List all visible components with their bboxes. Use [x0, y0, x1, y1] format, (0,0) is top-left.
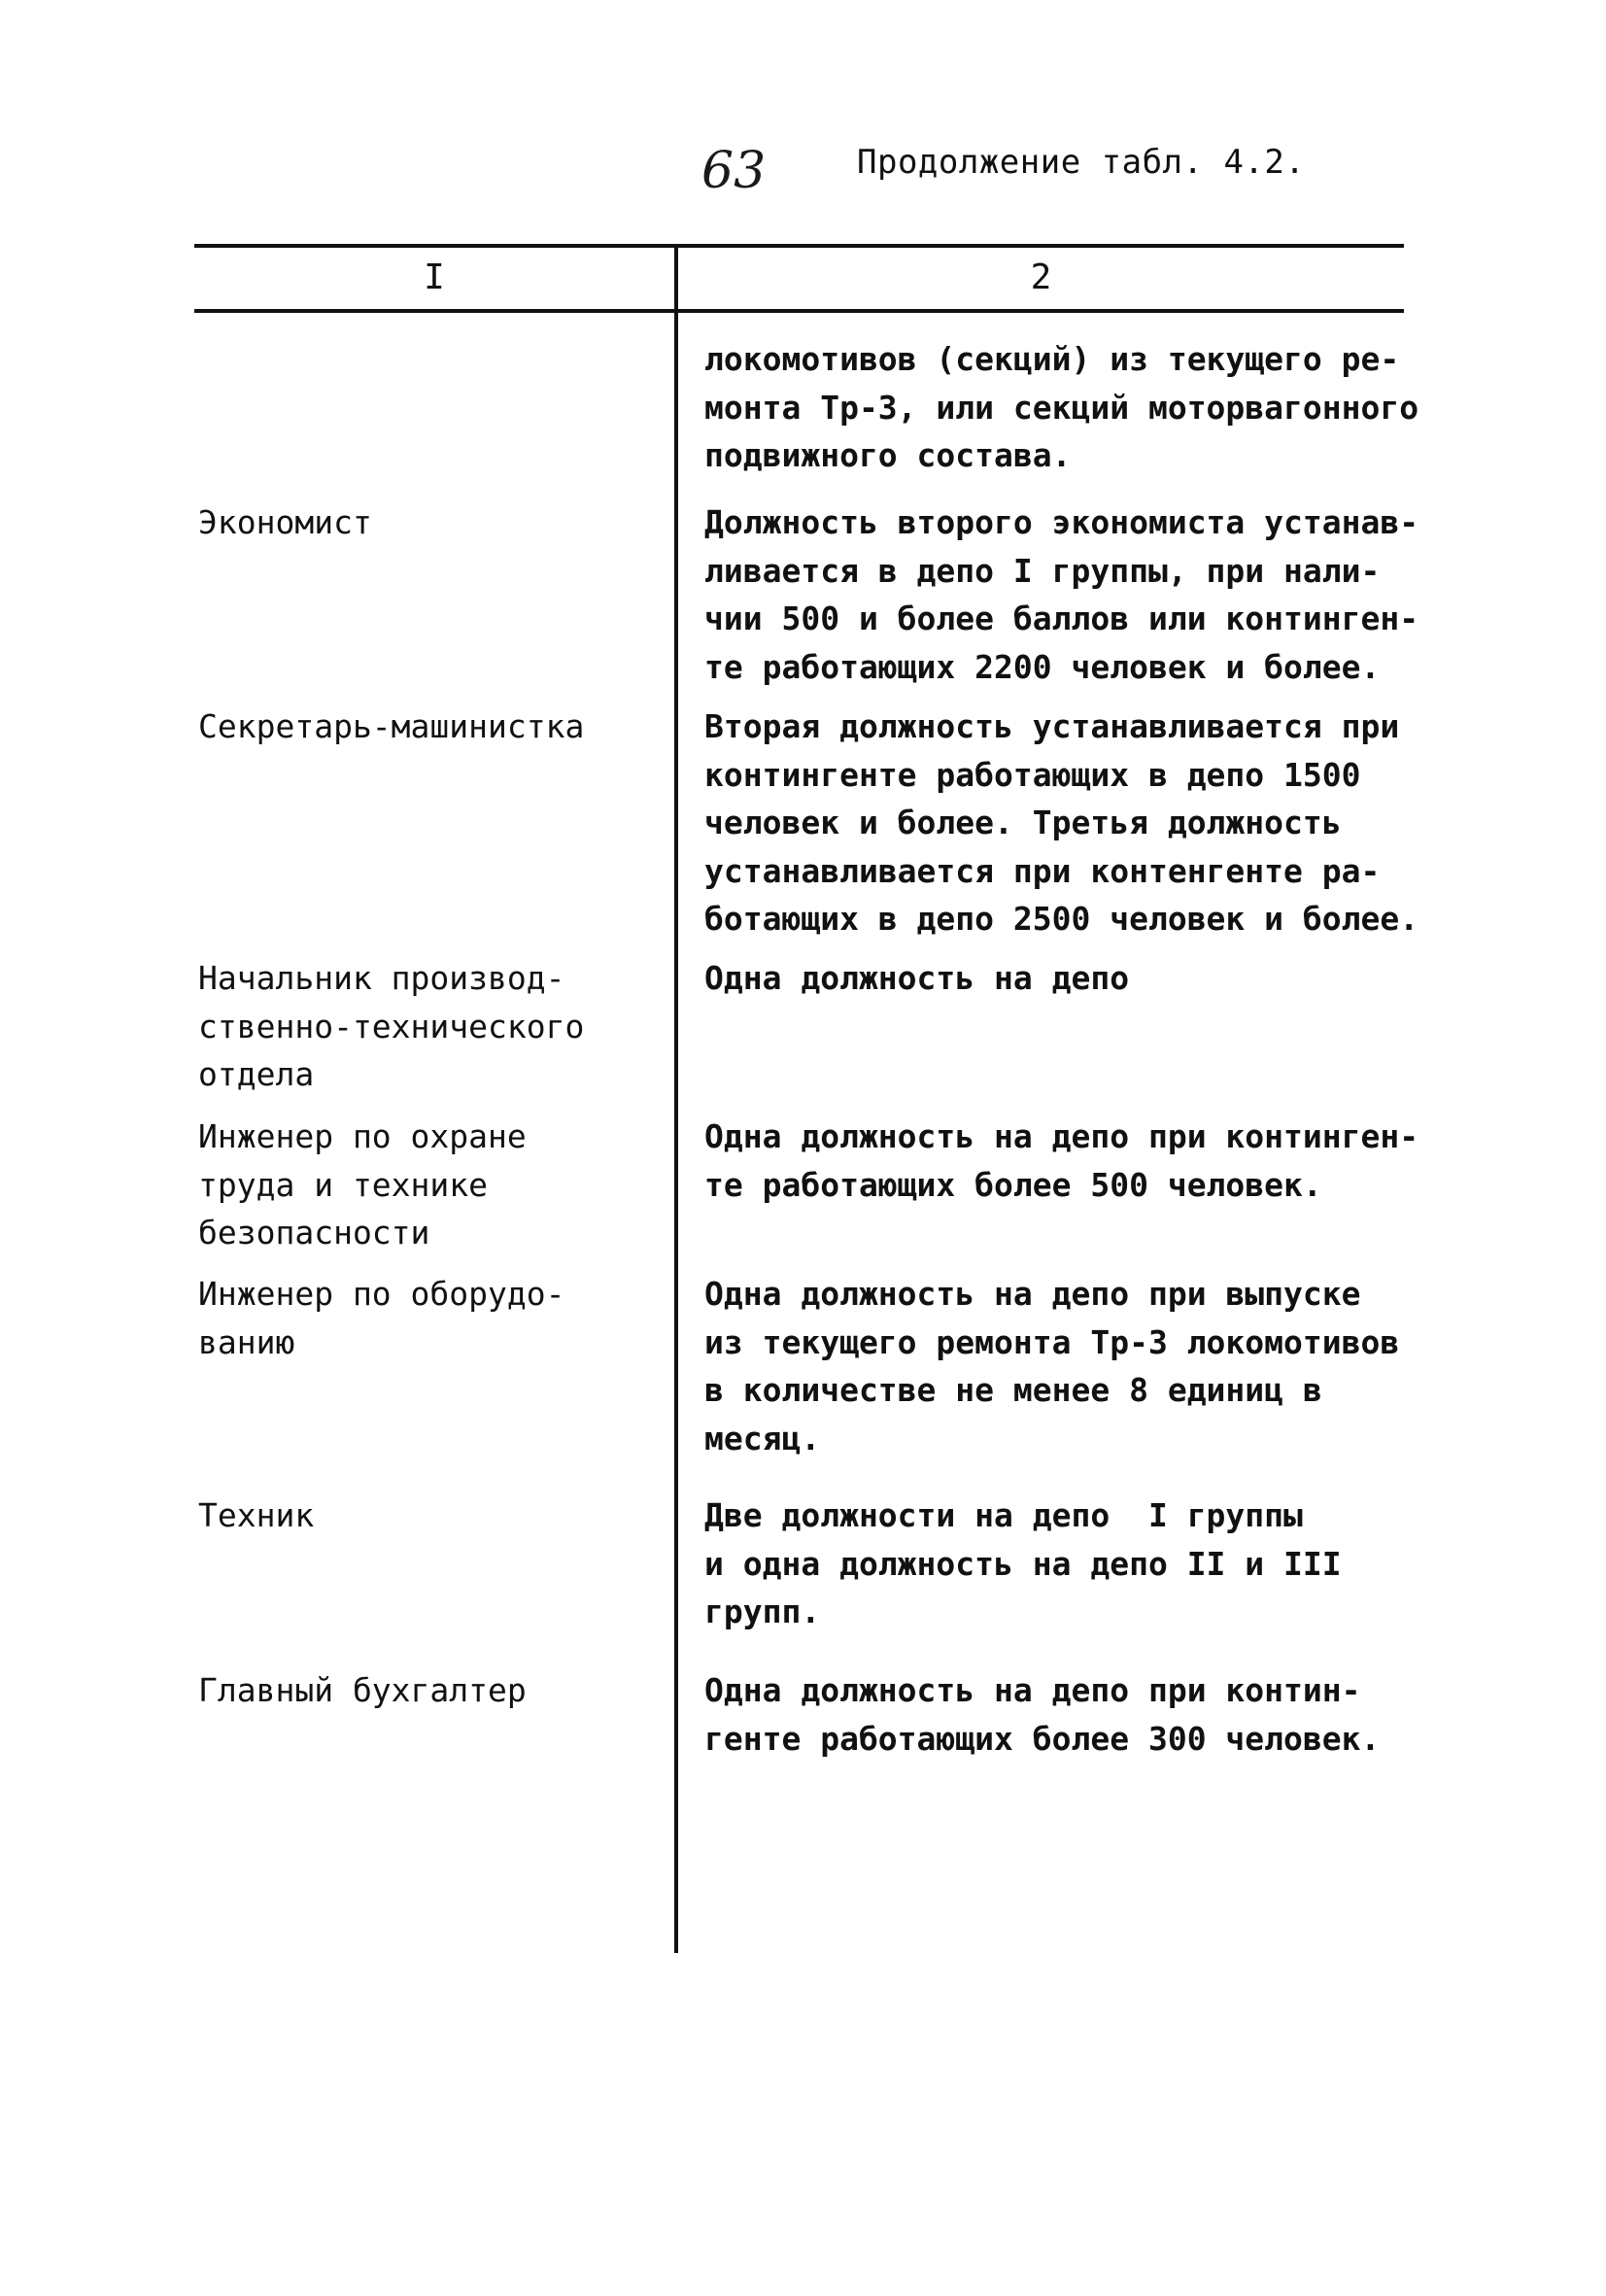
row-4-position: Начальник производ- ственно-технического отдела: [198, 959, 585, 1093]
column-header-2: 2: [1030, 257, 1052, 297]
row-8-position: Главный бухгалтер: [198, 1671, 527, 1709]
row-2-note: Должность второго экономиста устанав- ливается в депо I группы, при нали- чии 500 и более баллов или континген- те работающих 2200 человек и более.: [704, 503, 1419, 686]
row-7-note: Две должности на депо I группы и одна должность на депо II и III групп.: [704, 1496, 1342, 1630]
row-3-note: Вторая должность устанавливается при контингенте работающих в депо 1500 человек и более. Третья должность устанавливается при контенгенте ра- ботающих в депо 2500 человек и более.: [704, 707, 1419, 938]
row-7-position: Техник: [198, 1496, 315, 1534]
row-1-note: локомотивов (секций) из текущего ре- монта Тр-3, или секций моторвагонного подвижного состава.: [704, 340, 1419, 474]
row-6-position: Инженер по оборудо- ванию: [198, 1275, 565, 1361]
column-header-1: I: [424, 257, 445, 297]
row-4-note: Одна должность на депо: [704, 959, 1130, 997]
table-continuation-caption: Продолжение табл. 4.2.: [857, 143, 1306, 182]
row-6-note: Одна должность на депо при выпуске из текущего ремонта Тр-3 локомотивов в количестве не менее 8 единиц в месяц.: [704, 1275, 1400, 1457]
page-number: 63: [701, 142, 767, 200]
row-5-note: Одна должность на депо при континген- те работающих более 500 человек.: [704, 1117, 1419, 1204]
row-8-note: Одна должность на депо при контин- генте работающих более 300 человек.: [704, 1671, 1381, 1758]
row-2-position: Экономист: [198, 503, 372, 541]
row-3-position: Секретарь-машинистка: [198, 707, 585, 745]
row-5-position: Инженер по охране труда и технике безопасности: [198, 1117, 527, 1251]
